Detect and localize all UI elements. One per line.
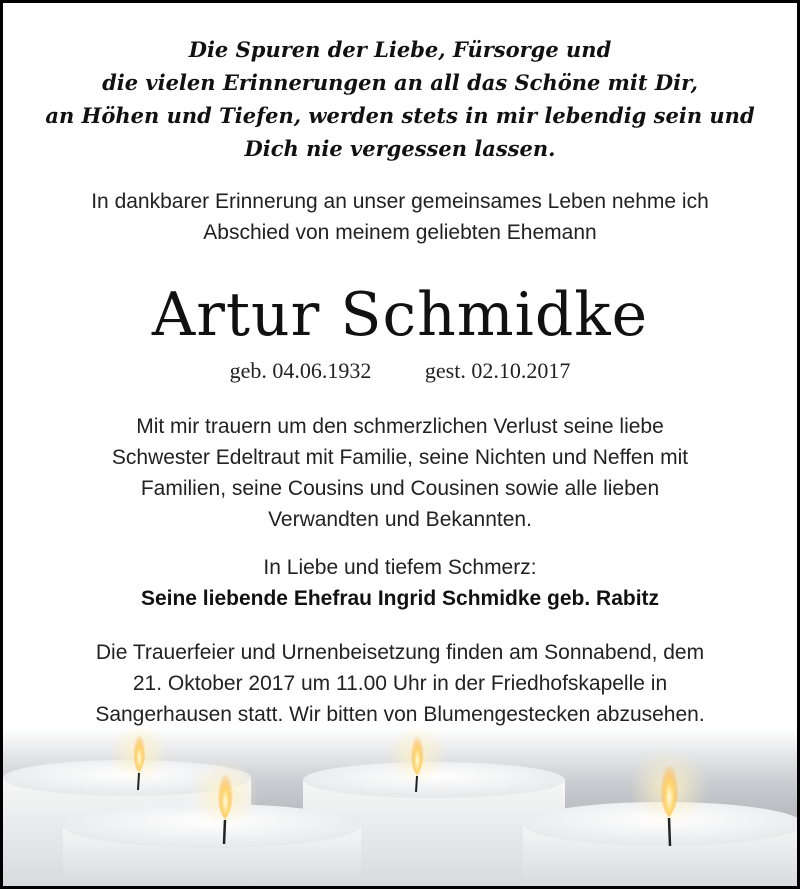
birth-date: geb. 04.06.1932 (229, 358, 372, 383)
memorial-poem (3, 33, 797, 165)
intro-line: In dankbarer Erinnerung an unser gemeinsames Leben nehme ich (91, 190, 709, 213)
funeral-service-info (3, 637, 797, 730)
mourners-line: Verwandten und Bekannten. (268, 508, 532, 531)
candles-image (3, 728, 797, 886)
mourners-line: Familien, seine Cousins und Cousinen sowie alle lieben (140, 477, 660, 500)
mourners-text (3, 411, 797, 535)
mourners-line: Mit mir trauern um den schmerzlichen Verlust seine liebe (136, 415, 664, 438)
mourners-line: Schwester Edeltraut mit Familie, seine Nichten und Neffen mit (111, 446, 689, 469)
poem-line: Die Spuren der Liebe, Fürsorge und (188, 37, 612, 62)
death-date: gest. 02.10.2017 (424, 358, 571, 383)
poem-line: Dich nie vergessen lassen. (244, 136, 556, 161)
deceased-name: Artur Schmidke (151, 280, 649, 350)
service-line: 21. Oktober 2017 um 11.00 Uhr in der Friedhofskapelle in (132, 672, 668, 695)
poem-line: an Höhen und Tiefen, werden stets in mir lebendig sein und (45, 103, 755, 128)
intro-line: Abschied von meinem geliebten Ehemann (203, 221, 597, 244)
closing-phrase: In Liebe und tiefem Schmerz: (263, 556, 537, 579)
intro-text (3, 186, 797, 248)
service-line: Sangerhausen statt. Wir bitten von Blumengestecken abzusehen. (95, 703, 705, 726)
service-line: Die Trauerfeier und Urnenbeisetzung finden am Sonnabend, dem (95, 641, 705, 664)
poem-line: die vielen Erinnerungen an all das Schöne mit Dir, (102, 70, 698, 95)
closing-block (3, 552, 797, 614)
signature: Seine liebende Ehefrau Ingrid Schmidke geb. Rabitz (140, 587, 660, 610)
life-dates (3, 355, 797, 386)
